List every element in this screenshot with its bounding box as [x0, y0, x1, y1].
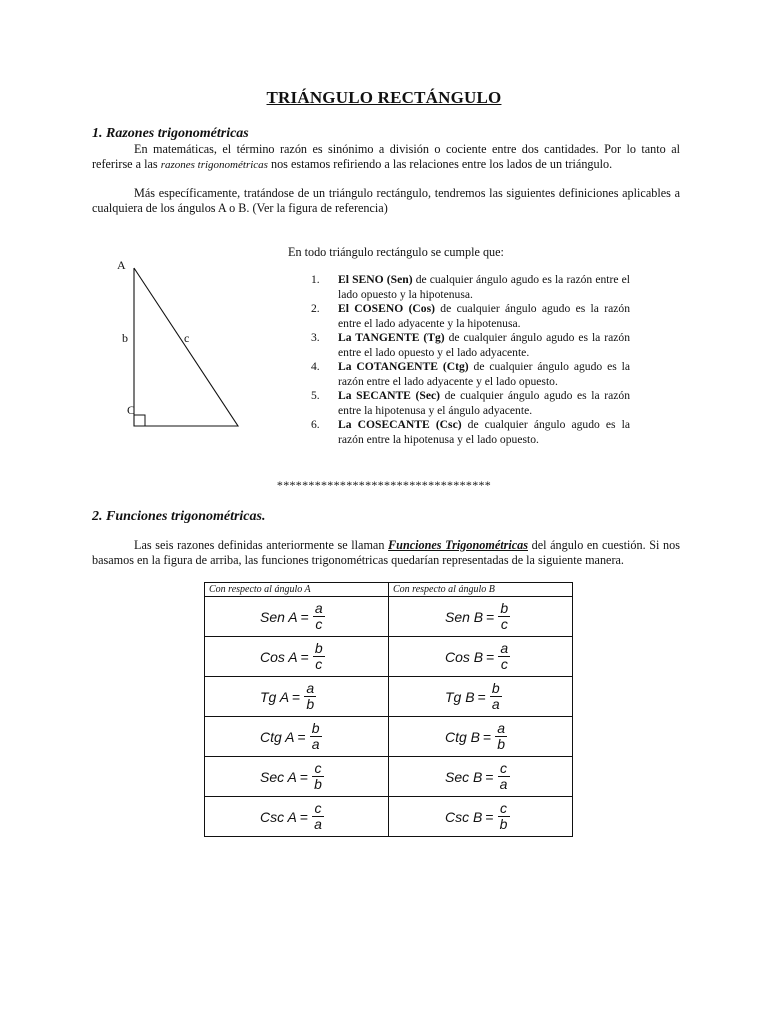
table-row: [205, 637, 573, 677]
formula-cell: [389, 757, 573, 797]
fraction: [490, 681, 502, 712]
function-name: Tg B: [445, 688, 475, 705]
denominator: c: [315, 656, 323, 672]
label-side-c: c: [184, 331, 190, 345]
section1-paragraph-1: [92, 142, 680, 173]
function-name: Tg A: [260, 688, 290, 705]
formula-cell: [389, 677, 573, 717]
label-vertex-a: A: [117, 258, 126, 272]
formula-cell: [205, 677, 389, 717]
table-header-row: [205, 583, 573, 597]
section2-para-bold: Funciones Trigonométricas: [388, 538, 528, 552]
numerator: c: [500, 760, 508, 776]
fraction: [310, 721, 322, 752]
function-name: Csc B: [445, 808, 483, 825]
para1-end: nos estamos refiriendo a las relaciones entre los lados de un triángulo.: [267, 157, 613, 171]
section2-para-end: del ángulo en cuestión. Si nos basamos en la figura de arriba, las funciones trigonométricas quedarían representadas de la siguiente manera.: [92, 538, 680, 567]
formula-cell: [389, 717, 573, 757]
trig-formula: [445, 637, 510, 676]
equals-sign: =: [299, 768, 309, 785]
formula-cell: [205, 717, 389, 757]
denominator: a: [499, 776, 508, 792]
definition-item: 5. La SECANTE (Sec) de cualquier ángulo agudo es la razón entre la hipotenusa y el ángulo adyacente.: [311, 389, 630, 417]
table-row: [205, 717, 573, 757]
separator-stars: **********************************: [276, 478, 492, 492]
para2-text: Más específicamente, tratándose de un triángulo rectángulo, tendremos las siguientes definiciones aplicables a cualquiera de los ángulos A o B. (Ver la figura de referencia): [92, 186, 680, 215]
function-name: Cos A: [260, 648, 298, 665]
function-name: Sec B: [445, 768, 483, 785]
numerator: b: [500, 600, 509, 616]
table-row: [205, 677, 573, 717]
formula-cell: [205, 757, 389, 797]
trig-formula: [445, 597, 510, 636]
function-name: Sen B: [445, 608, 484, 625]
trig-formula: [260, 717, 322, 756]
formula-cell: [205, 637, 389, 677]
numerator: a: [314, 600, 323, 616]
denominator: a: [311, 736, 320, 752]
formula-cell: [389, 637, 573, 677]
trig-formula: [445, 717, 507, 756]
equals-sign: =: [486, 648, 495, 665]
section2-paragraph: [92, 538, 680, 568]
table-row: [205, 597, 573, 637]
trig-formula: [260, 637, 325, 676]
denominator: c: [500, 656, 508, 672]
equals-sign: =: [300, 648, 309, 665]
section1-paragraph-2: [92, 186, 680, 216]
equals-sign: =: [483, 728, 492, 745]
function-name: Csc A: [260, 808, 297, 825]
fraction: [313, 641, 325, 672]
fraction: [312, 801, 324, 832]
equals-sign: =: [299, 808, 309, 825]
header-angle-b: Con respecto al ángulo B: [389, 583, 573, 597]
label-vertex-c: C: [127, 403, 136, 417]
denominator: a: [314, 816, 322, 832]
para1-start: En matemáticas, el término razón es sinónimo a división o cociente entre dos cantidades. Por lo tanto al referirse a las: [92, 142, 680, 171]
numerator: c: [500, 800, 508, 816]
fraction: [495, 721, 507, 752]
formula-cell: [389, 797, 573, 837]
trig-formula: [260, 797, 324, 836]
function-name: Ctg B: [445, 728, 481, 745]
denominator: c: [500, 616, 508, 632]
fraction: [304, 681, 316, 712]
trig-formula: [445, 677, 502, 716]
equals-sign: =: [477, 688, 486, 705]
numerator: c: [314, 800, 322, 816]
function-name: Cos B: [445, 648, 484, 665]
trig-formula: [260, 677, 316, 716]
equals-sign: =: [485, 808, 494, 825]
section1-heading: 1. Razones trigonométricas: [92, 126, 249, 141]
section2-para-start: Las seis razones definidas anteriormente se llaman: [134, 538, 389, 552]
fraction: [313, 601, 325, 632]
page-title: TRIÁNGULO RECTÁNGULO: [266, 88, 502, 107]
definition-item: 3. La TANGENTE (Tg) de cualquier ángulo agudo es la razón entre el lado opuesto y el lado adyacente.: [311, 331, 630, 359]
numerator: a: [497, 720, 506, 736]
label-side-b: b: [122, 331, 128, 345]
denominator: b: [497, 736, 506, 752]
numerator: b: [311, 720, 320, 736]
equals-sign: =: [486, 608, 495, 625]
numerator: b: [314, 640, 323, 656]
definition-item: 2. El COSENO (Cos) de cualquier ángulo agudo es la razón entre el lado adyacente y la hipotenusa.: [311, 302, 630, 330]
triangle-outline: [134, 268, 238, 426]
numerator: a: [500, 640, 509, 656]
equals-sign: =: [300, 608, 309, 625]
formula-cell: [205, 797, 389, 837]
denominator: c: [315, 616, 323, 632]
trig-formula: [445, 757, 510, 796]
fraction: [498, 761, 510, 792]
trig-formula: [445, 797, 510, 836]
definition-item: 6. La COSECANTE (Csc) de cualquier ángulo agudo es la razón entre la hipotenusa y el lado opuesto.: [311, 418, 630, 446]
trig-formula: [260, 757, 324, 796]
function-name: Sec A: [260, 768, 297, 785]
table-row: [205, 797, 573, 837]
right-angle-mark: [134, 415, 145, 426]
right-triangle-figure: [120, 258, 250, 438]
definition-item: 4. La COTANGENTE (Ctg) de cualquier ángulo agudo es la razón entre el lado adyacente y el lado opuesto.: [311, 360, 630, 388]
equals-sign: =: [297, 728, 306, 745]
denominator: b: [499, 816, 508, 832]
equals-sign: =: [292, 688, 301, 705]
function-name: Ctg A: [260, 728, 295, 745]
table-row: [205, 757, 573, 797]
trig-functions-table: [204, 582, 573, 837]
section2-heading: 2. Funciones trigonométricas.: [92, 509, 266, 524]
fraction: [498, 801, 510, 832]
definition-item: 1. El SENO (Sen) de cualquier ángulo agudo es la razón entre el lado opuesto y la hipotenusa.: [311, 273, 631, 301]
numerator: a: [306, 680, 315, 696]
numerator: c: [314, 760, 322, 776]
denominator: a: [491, 696, 500, 712]
definitions-list: [311, 273, 630, 447]
fraction: [498, 641, 510, 672]
formula-cell: [205, 597, 389, 637]
para1-italic: razones trigonométricas: [160, 159, 268, 171]
function-name: Sen A: [260, 608, 298, 625]
fraction: [312, 761, 324, 792]
definitions-intro: En todo triángulo rectángulo se cumple que:: [288, 245, 504, 259]
numerator: b: [491, 680, 500, 696]
denominator: b: [306, 696, 315, 712]
equals-sign: =: [485, 768, 494, 785]
denominator: b: [314, 776, 322, 792]
header-angle-a: Con respecto al ángulo A: [205, 583, 389, 597]
fraction: [498, 601, 510, 632]
formula-cell: [389, 597, 573, 637]
trig-formula: [260, 597, 325, 636]
